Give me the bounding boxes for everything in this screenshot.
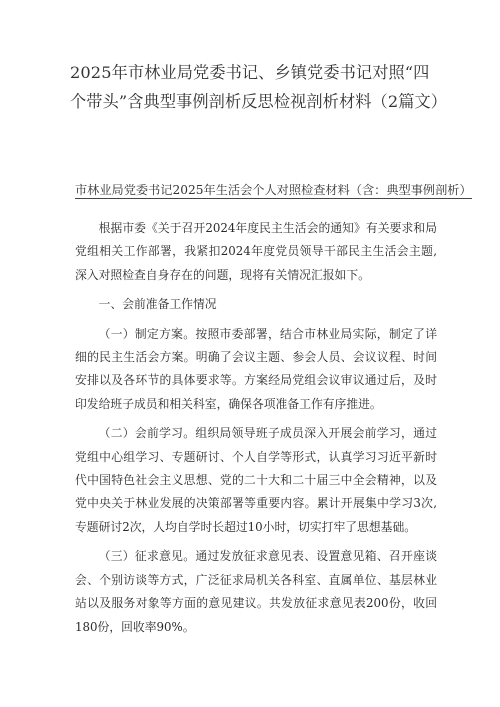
- subtitle-text: 市林业局党委书记2025年生活会个人对照检查材料（含：典型事例剖析）: [75, 183, 472, 197]
- section-heading: 一、会前准备工作情况: [98, 297, 217, 312]
- document-body: [75, 217, 437, 645]
- document-title: 2025年市林业局党委书记、乡镇党委书记对照“四个带头”含典型事例剖析反思检视剖析材料（2篇文）: [70, 63, 448, 111]
- intro-paragraph: 根据市委《关于召开2024年度民主生活会的通知》有关要求和局党组相关工作部署，我紧扣2024年度党员领导干部民主生活会主题,深入对照检查自身存在的问题，现将有关情况汇报如下。: [75, 221, 437, 282]
- body-paragraph: （三）征求意见。通过发放征求意见表、设置意见箱、召开座谈会、个别访谈等方式，广泛征求局机关各科室、直属单位、基层林业站以及服务对象等方面的意见建议。共发放征求意见表200份，收回180份，回收率90%。: [75, 549, 437, 634]
- body-paragraph: （一）制定方案。按照市委部署，结合市林业局实际，制定了详细的民主生活会方案。明确了会议主题、参会人员、会议议程、时间安排以及各环节的具体要求等。方案经局党组会议审议通过后，及时印发给班子成员和相关科室，确保各项准备工作有序推进。: [75, 326, 437, 411]
- document-subtitle: [75, 182, 472, 198]
- body-paragraph: （二）会前学习。组织局领导班子成员深入开展会前学习，通过党组中心组学习、专题研讨、个人自学等形式，认真学习习近平新时代中国特色社会主义思想、党的二十大和二十届三中全会精神，以及党中央关于林业发展的决策部署等重要内容。累计开展集中学习3次,专题研讨2次，人均自学时长超过10小时，切实打牢了思想基础。: [75, 426, 437, 534]
